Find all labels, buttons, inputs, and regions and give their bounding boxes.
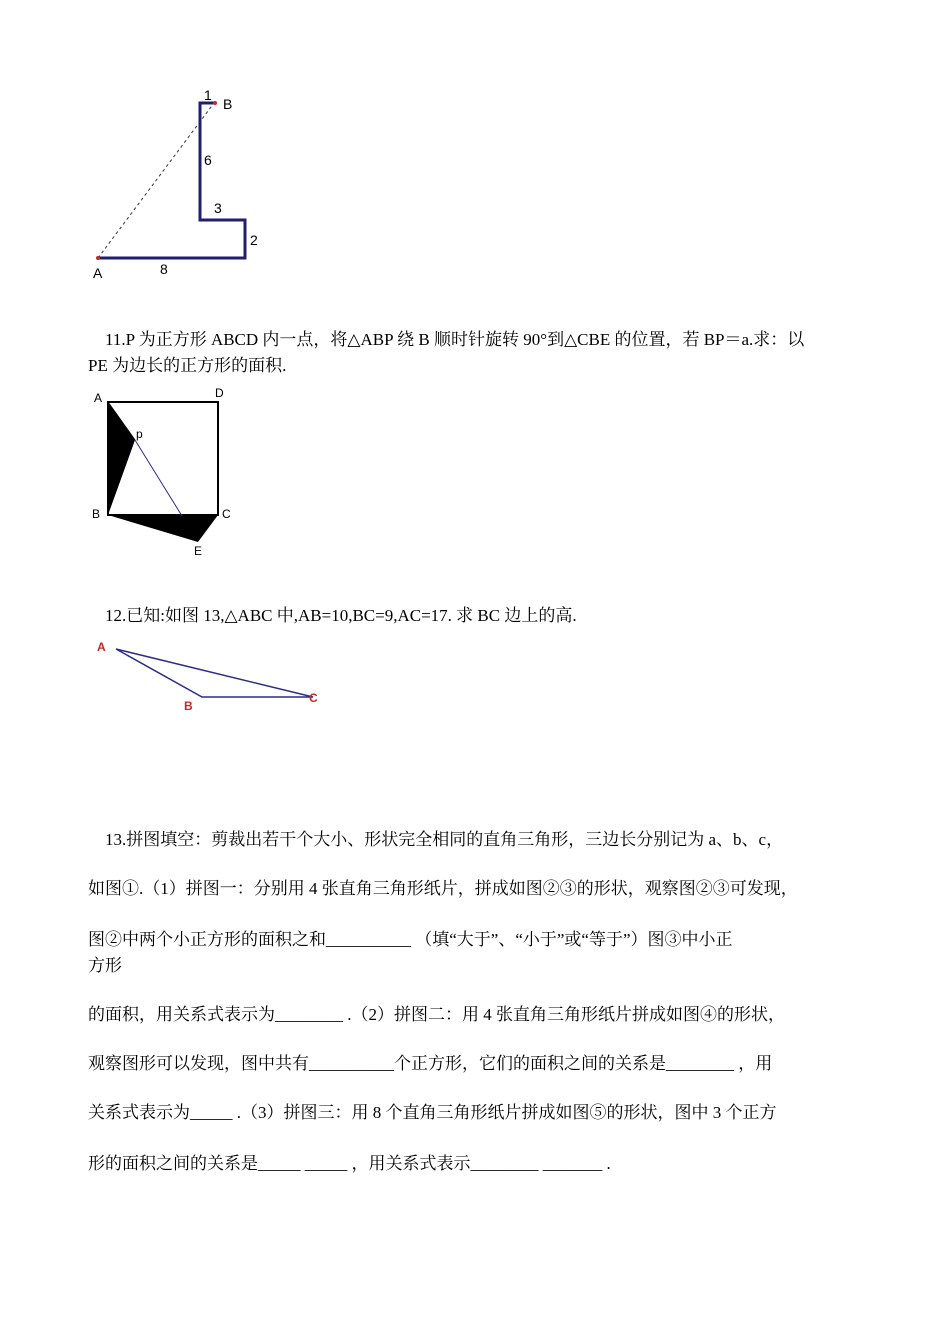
question-13-line-1: 13.拼图填空：剪裁出若干个大小、形状完全相同的直角三角形，三边长分别记为 a、b、c， — [105, 830, 784, 849]
label-b: B — [223, 96, 233, 112]
question-13-line-7: 关系式表示为_____ .（3）拼图三：用 8 个直角三角形纸片拼成如图⑤的形状，图中 3 个正方 — [88, 1103, 777, 1122]
question-13-line-2: 如图①.（1）拼图一：分别用 4 张直角三角形纸片，拼成如图②③的形状，观察图②③可发现， — [88, 879, 798, 898]
label-8: 8 — [160, 261, 168, 277]
figure-triangle-abc — [88, 632, 338, 717]
label-2: 2 — [250, 232, 258, 248]
label-c: C — [309, 691, 318, 705]
question-11-line-2: PE 为边长的正方形的面积. — [88, 356, 287, 375]
label-1: 1 — [204, 87, 212, 103]
question-13-line-6: 观察图形可以发现，图中共有__________个正方形，它们的面积之间的关系是________ ，用 — [88, 1054, 773, 1073]
label-a: A — [93, 265, 103, 281]
question-13-line-4: 方形 — [88, 956, 122, 975]
label-a: A — [97, 640, 106, 654]
triangle-cbe — [108, 515, 218, 542]
label-p: p — [136, 427, 143, 441]
label-a: A — [94, 391, 103, 405]
question-13-line-3: 图②中两个小正方形的面积之和__________ （填“大于”、“小于”或“等于”）图③中小正 — [88, 930, 733, 949]
segment-pe — [135, 440, 182, 516]
label-d: D — [215, 386, 224, 400]
figure-square-abcd — [88, 385, 248, 560]
label-6: 6 — [204, 152, 212, 168]
question-12-text: 12.已知:如图 13,△ABC 中,AB=10,BC=9,AC=17. 求 BC 边上的高. — [105, 606, 577, 625]
label-b: B — [92, 507, 101, 521]
question-13-line-8: 形的面积之间的关系是_____ _____ ，用关系式表示________ _______ . — [88, 1154, 611, 1173]
label-b: B — [184, 699, 193, 713]
question-13-line-5: 的面积，用关系式表示为________ .（2）拼图二：用 4 张直角三角形纸片拼成如图④的形状， — [88, 1005, 785, 1024]
question-11-line-1: 11.P 为正方形 ABCD 内一点，将△ABP 绕 B 顺时针旋转 90°到△CBE 的位置，若 BP＝a.求：以 — [105, 330, 805, 349]
dashed-line-ab — [98, 103, 214, 258]
triangle-abp — [108, 402, 135, 515]
label-c: C — [222, 507, 231, 521]
figure-path-diagram — [88, 86, 278, 286]
point-b — [213, 101, 217, 105]
point-a — [96, 256, 100, 260]
triangle-outline — [116, 649, 313, 697]
label-e: E — [194, 544, 203, 558]
path-line — [98, 103, 245, 258]
label-3: 3 — [214, 200, 222, 216]
